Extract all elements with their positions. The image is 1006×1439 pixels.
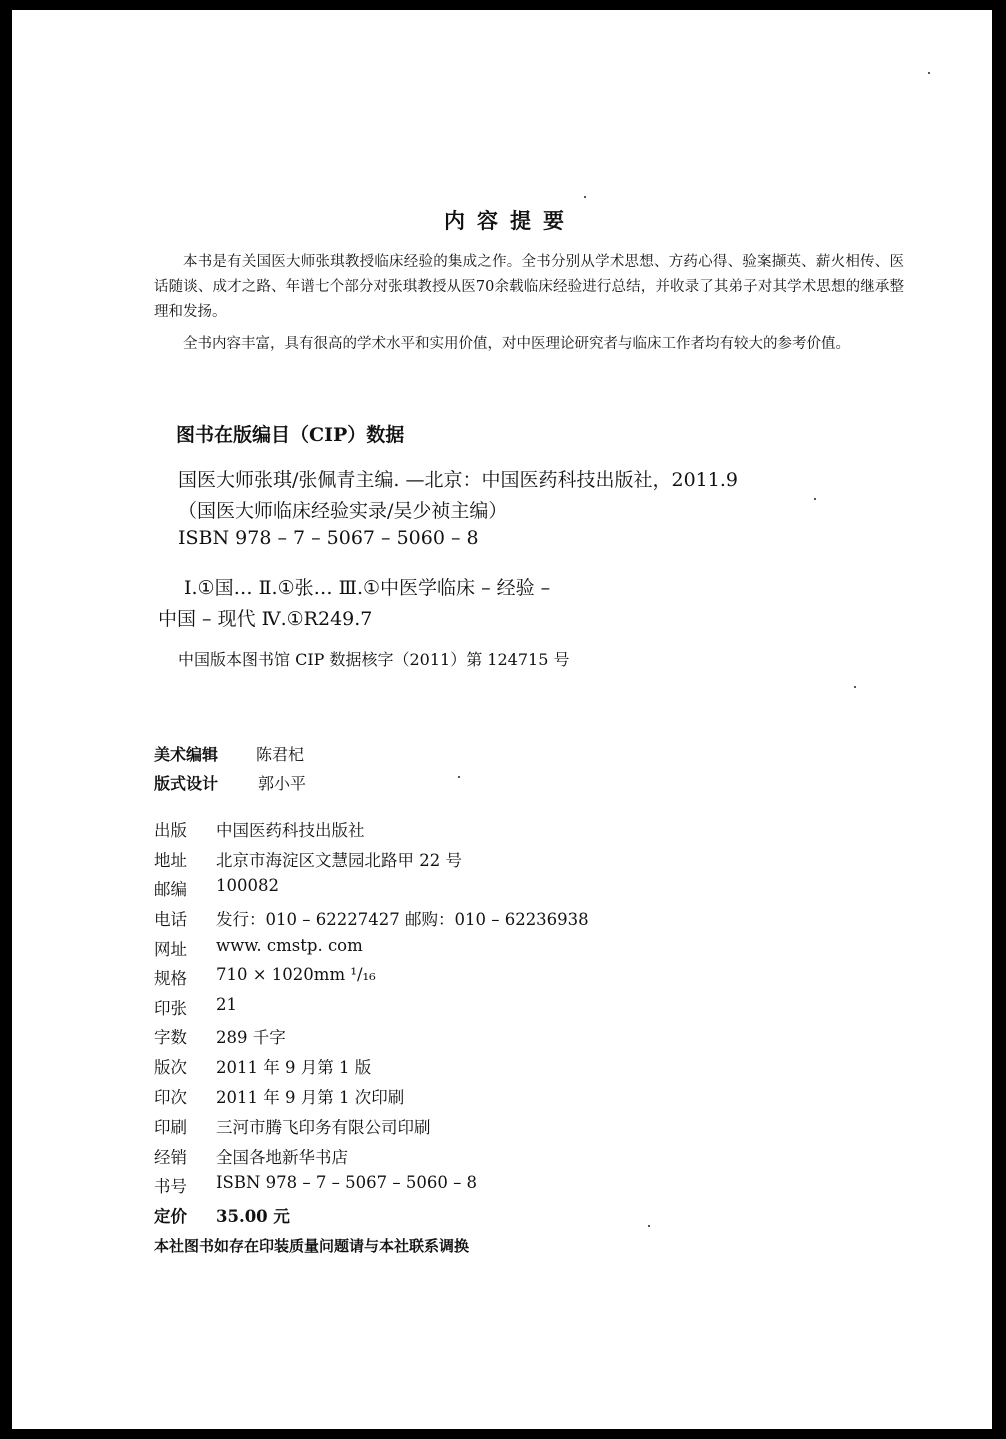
cip-classification-1: Ⅰ.①国… Ⅱ.①张… Ⅲ.①中医学临床 – 经验 –: [184, 577, 551, 599]
info-label-price: 定价: [154, 1207, 187, 1226]
cip-isbn: ISBN 978 – 7 – 5067 – 5060 – 8: [178, 527, 479, 549]
info-value: 三河市腾飞印务有限公司印刷: [216, 1118, 431, 1137]
info-value: www. cmstp. com: [216, 936, 363, 955]
info-value-price: 35.00 元: [216, 1207, 290, 1226]
info-value: 289 千字: [216, 1028, 286, 1047]
scan-speck: [648, 1225, 650, 1227]
info-label: 书号: [154, 1177, 187, 1196]
info-value: 21: [216, 995, 237, 1014]
scan-speck: [584, 196, 586, 198]
info-value: 2011 年 9 月第 1 版: [216, 1058, 372, 1077]
scan-speck: [814, 498, 816, 500]
scan-speck: [928, 72, 930, 74]
info-value: ISBN 978 – 7 – 5067 – 5060 – 8: [216, 1173, 478, 1192]
info-label: 版次: [154, 1058, 187, 1077]
info-label: 印刷: [154, 1118, 187, 1137]
info-value: 710 × 1020mm ¹/₁₆: [216, 965, 376, 984]
info-label: 印次: [154, 1088, 187, 1107]
staff-value-layout-designer: 郭小平: [258, 774, 307, 793]
staff-value-art-editor: 陈君杞: [256, 745, 305, 764]
copyright-page: [12, 10, 992, 1429]
info-label: 字数: [154, 1028, 187, 1047]
cip-line-2: （国医大师临床经验实录/吴少祯主编）: [178, 500, 508, 522]
info-label: 电话: [154, 910, 187, 929]
summary-title: 内容提要: [444, 208, 576, 233]
info-label: 地址: [154, 851, 187, 870]
info-value: 北京市海淀区文慧园北路甲 22 号: [216, 851, 462, 870]
staff-label-layout-designer: 版式设计: [154, 774, 219, 793]
quality-notice: 本社图书如存在印装质量问题请与本社联系调换: [154, 1237, 470, 1255]
info-label: 规格: [154, 969, 187, 988]
info-value: 全国各地新华书店: [216, 1148, 348, 1167]
summary-paragraph-2: 全书内容丰富，具有很高的学术水平和实用价值，对中医理论研究者与临床工作者均有较大的参考价值。: [183, 336, 850, 352]
scan-speck: [458, 776, 460, 778]
info-value: 100082: [216, 876, 279, 895]
info-label: 印张: [154, 999, 187, 1018]
scan-speck: [854, 686, 856, 688]
cip-heading: 图书在版编目（CIP）数据: [176, 424, 405, 446]
info-label: 邮编: [154, 880, 187, 899]
info-label: 出版: [154, 821, 187, 840]
summary-paragraph-1: 本书是有关国医大师张琪教授临床经验的集成之作。全书分别从学术思想、方药心得、验案撷英、薪火相传、医话随谈、成才之路、年谱七个部分对张琪教授从医70余载临床经验进行总结，并收录了其弟子对其学术思想的继承整理和发扬。: [154, 254, 904, 320]
info-label: 经销: [154, 1148, 187, 1167]
info-value: 中国医药科技出版社: [216, 821, 365, 840]
info-label: 网址: [154, 940, 187, 959]
cip-data-note: 中国版本图书馆 CIP 数据核字（2011）第 124715 号: [178, 650, 570, 669]
cip-line-1: 国医大师张琪/张佩青主编. —北京：中国医药科技出版社，2011.9: [178, 469, 738, 491]
info-value: 2011 年 9 月第 1 次印刷: [216, 1088, 405, 1107]
info-value: 发行：010 – 62227427 邮购：010 – 62236938: [216, 910, 589, 929]
staff-label-art-editor: 美术编辑: [154, 745, 219, 764]
cip-classification-2: 中国 – 现代 Ⅳ.①R249.7: [158, 608, 373, 630]
